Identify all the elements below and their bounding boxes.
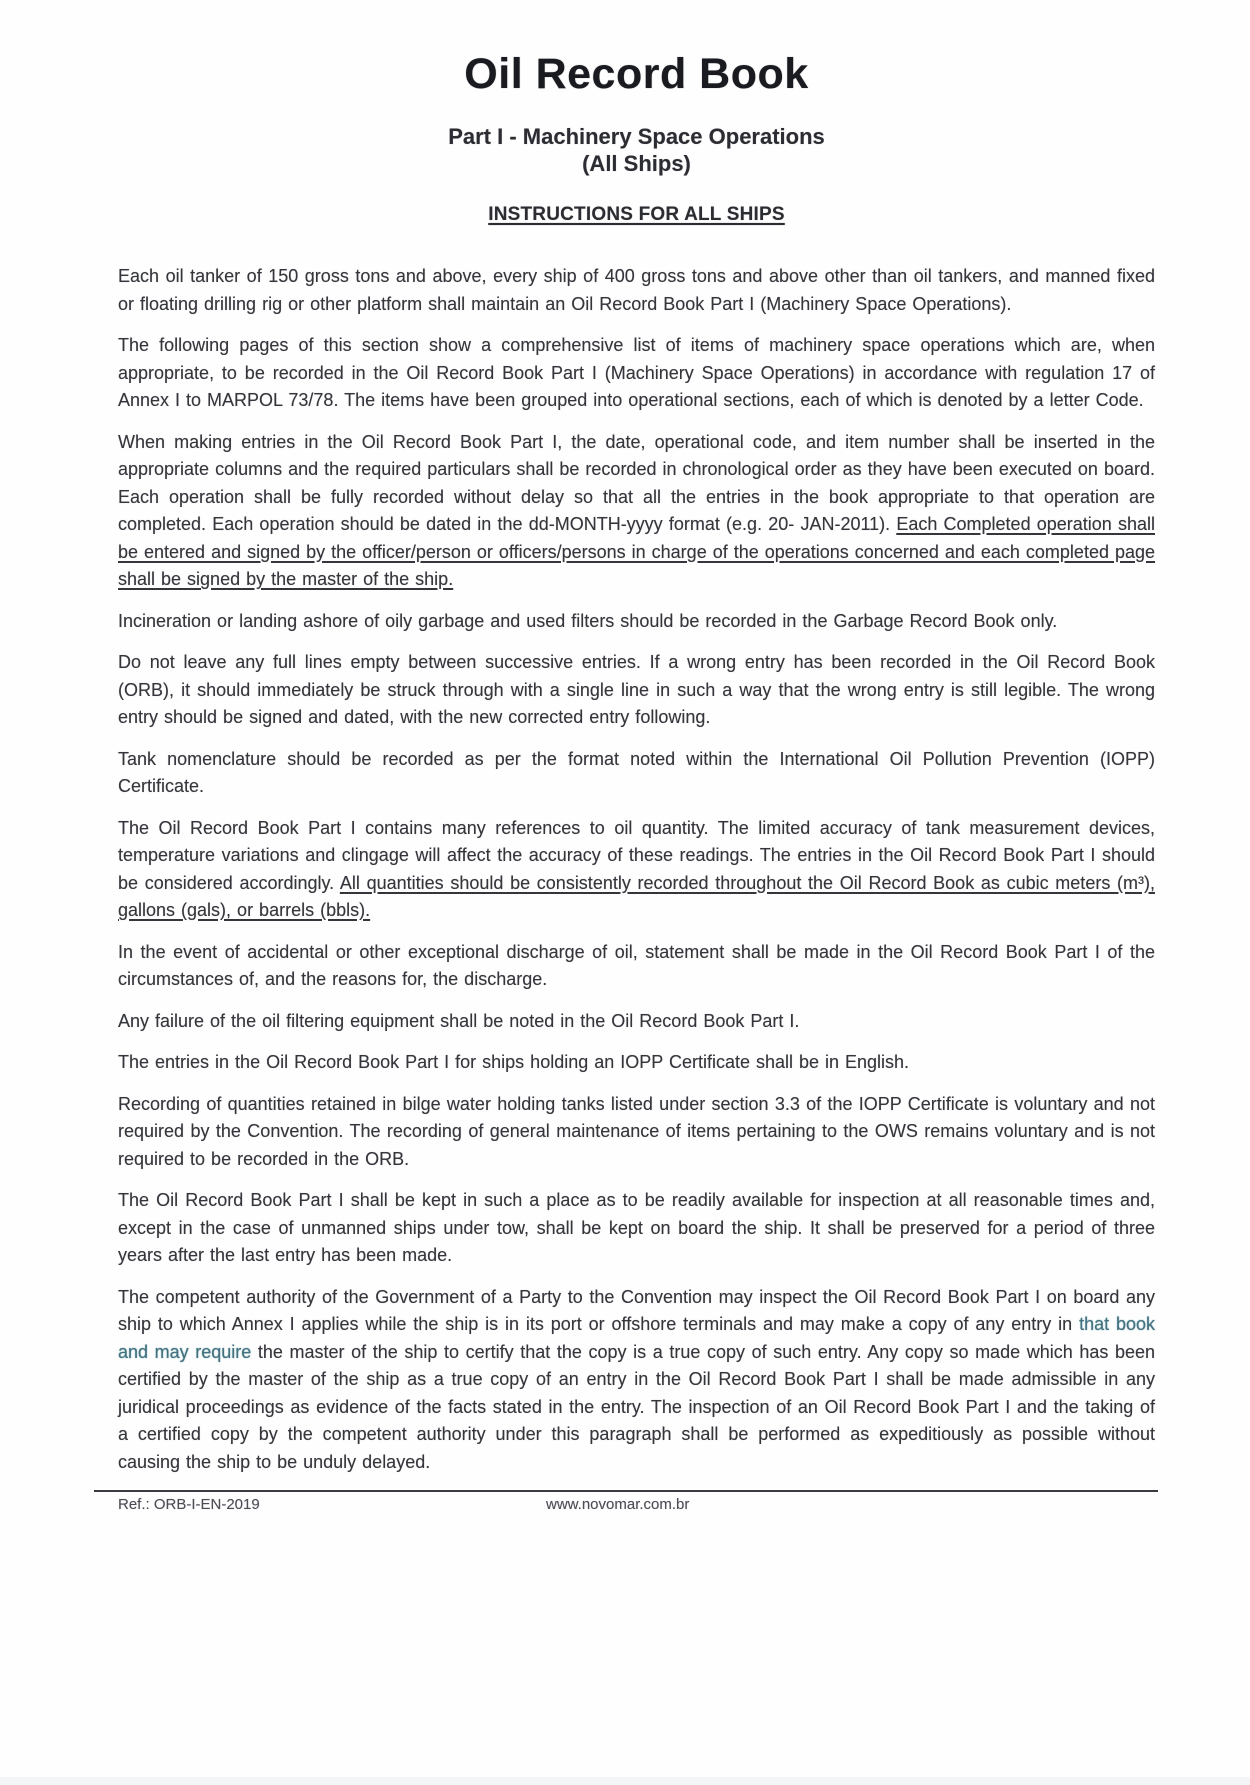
body-text: The entries in the Oil Record Book Part I for ships holding an IOPP Certificate shall be in English. bbox=[118, 1052, 910, 1072]
body-text: Do not leave any full lines empty between successive entries. If a wrong entry has been recorded in the Oil Record Book (ORB), it should immediately be struck through with a single line in such a way that the wrong entry is still legible. The wrong entry should be signed and dated, with the new corrected entry following. bbox=[118, 652, 1155, 727]
footer-website: www.novomar.com.br bbox=[546, 1496, 690, 1513]
underlined-text: All quantities should be consistently recorded throughout the Oil Record Book as cubic meters (m³), gallons (gals), or barrels (bbls). bbox=[118, 872, 1155, 920]
underlined-text: Each Completed operation shall be entered and signed by the officer/person or officers/persons in charge of the operations concerned and each completed page shall be signed by the master of the ship. bbox=[118, 514, 1156, 589]
body-text: The Oil Record Book Part I contains many references to oil quantity. The limited accuracy of tank measurement devices, temperature variations and clingage will affect the accuracy of these readings. The entries in the Oil Record Book Part I should be considered accordingly. bbox=[118, 817, 1155, 893]
body-text: Incineration or landing ashore of oily garbage and used filters should be recorded in the Garbage Record Book only. bbox=[118, 610, 1058, 631]
paragraph-11 bbox=[118, 1091, 1155, 1174]
body-text: In the event of accidental or other exceptional discharge of oil, statement shall be made in the Oil Record Book Part I of the circumstances of, and the reasons for, the discharge. bbox=[118, 941, 1155, 989]
paragraph-8 bbox=[118, 939, 1155, 994]
watermarked-text: that book and may require bbox=[118, 1314, 1155, 1362]
page-title: Oil Record Book bbox=[464, 50, 809, 98]
paragraph-12 bbox=[118, 1187, 1155, 1270]
paragraph-6 bbox=[118, 746, 1155, 801]
section-heading: INSTRUCTIONS FOR ALL SHIPS bbox=[488, 204, 785, 225]
instructions-body bbox=[118, 263, 1155, 1476]
paragraph-9 bbox=[118, 1008, 1155, 1036]
subtitle-line-1: Part I - Machinery Space Operations bbox=[448, 124, 825, 149]
subtitle-line-2: (All Ships) bbox=[582, 151, 691, 176]
body-text: The competent authority of the Government of a Party to the Convention may inspect the Oil Record Book Part I on board any ship to which Annex I applies while the ship is in its port or offshore terminals and may make a copy of any entry in bbox=[118, 1286, 1155, 1334]
body-text: The following pages of this section show a comprehensive list of items of machinery space operations which are, when appropriate, to be recorded in the Oil Record Book Part I (Machinery Space Operations) in accordance with regulation 17 of Annex I to MARPOL 73/78. The items have been grouped into operational sections, each of which is denoted by a letter Code. bbox=[118, 335, 1155, 410]
paragraph-1 bbox=[118, 263, 1155, 318]
body-text: Tank nomenclature should be recorded as per the format noted within the International Oil Pollution Prevention (IOPP) Certificate. bbox=[118, 748, 1155, 796]
paragraph-4 bbox=[118, 608, 1155, 636]
footer-reference: Ref.: ORB-I-EN-2019 bbox=[118, 1496, 260, 1513]
body-text: When making entries in the Oil Record Book Part I, the date, operational code, and item number shall be inserted in the appropriate columns and the required particulars shall be recorded in chronological order as they have been executed on board. Each operation shall be fully recorded without delay so that all the entries in the book appropriate to that operation are completed. Each operation should be dated in the dd-MONTH-yyyy format (e.g. 20- JAN-2011). bbox=[118, 431, 1155, 534]
paragraph-2 bbox=[118, 332, 1155, 415]
paragraph-13 bbox=[118, 1284, 1155, 1477]
paragraph-7 bbox=[118, 815, 1155, 925]
body-text: Recording of quantities retained in bilge water holding tanks listed under section 3.3 of the IOPP Certificate is voluntary and not required by the Convention. The recording of general maintenance of items pertaining to the OWS remains voluntary and is not required to be recorded in the ORB. bbox=[118, 1093, 1155, 1169]
body-text: Any failure of the oil filtering equipment shall be noted in the Oil Record Book Part I. bbox=[118, 1010, 800, 1031]
body-text: the master of the ship to certify that the copy is a true copy of such entry. Any copy so made which has been certified by the master of the ship as a true copy of an entry in the Oil Record Book Part I shall be made admissible in any juridical proceedings as evidence of the facts stated in the entry. The inspection of an Oil Record Book Part I and the taking of a certified copy by the competent authority under this paragraph shall be performed as expeditiously as possible without causing the ship to be unduly delayed. bbox=[118, 1341, 1156, 1472]
body-text: Each oil tanker of 150 gross tons and above, every ship of 400 gross tons and above other than oil tankers, and manned fixed or floating drilling rig or other platform shall maintain an Oil Record Book Part I (Machinery Space Operations). bbox=[118, 266, 1155, 314]
page-footer bbox=[118, 1492, 1155, 1522]
page-bottom-edge bbox=[0, 1777, 1250, 1785]
paragraph-5 bbox=[118, 649, 1155, 732]
body-text: The Oil Record Book Part I shall be kept in such a place as to be readily available for inspection at all reasonable times and, except in the case of unmanned ships under tow, shall be kept on board the ship. It shall be preserved for a period of three years after the last entry has been made. bbox=[118, 1190, 1155, 1265]
paragraph-3 bbox=[118, 429, 1155, 594]
page-subtitle bbox=[118, 123, 1155, 177]
paragraph-10 bbox=[118, 1049, 1155, 1077]
